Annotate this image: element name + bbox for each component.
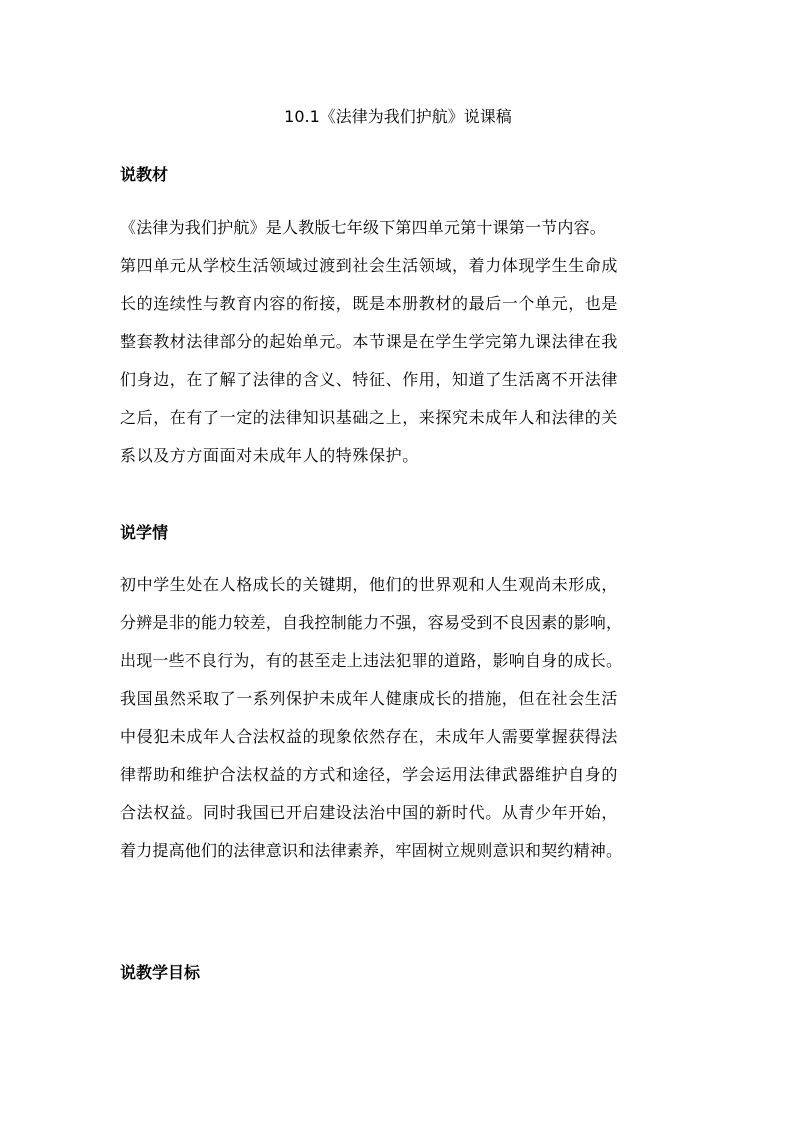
paragraph-line: 初中学生处在人格成长的关键期，他们的世界观和人生观尚未形成，	[120, 575, 619, 594]
section-heading-textbook: 说教材	[120, 165, 169, 184]
paragraph-line: 长的连续性与教育内容的衔接，既是本册教材的最后一个单元，也是	[120, 294, 619, 313]
paragraph-line: 们身边，在了解了法律的含义、特征、作用，知道了生活离不开法律	[120, 370, 619, 389]
section-heading-teaching-goals: 说教学目标	[120, 963, 201, 982]
paragraph-line: 分辨是非的能力较差，自我控制能力不强，容易受到不良因素的影响，	[120, 613, 623, 632]
paragraph-line: 系以及方方面面对未成年人的特殊保护。	[120, 446, 419, 465]
paragraph-line: 整套教材法律部分的起始单元。本节课是在学生学完第九课法律在我	[120, 332, 619, 351]
paragraph-line: 之后，在有了一定的法律知识基础之上，来探究未成年人和法律的关	[120, 408, 619, 427]
paragraph-line: 着力提高他们的法律意识和法律素养，牢固树立规则意识和契约精神。	[120, 841, 623, 860]
paragraph-line: 我国虽然采取了一系列保护未成年人健康成长的措施，但在社会生活	[120, 689, 619, 708]
paragraph-line: 合法权益。同时我国已开启建设法治中国的新时代。从青少年开始，	[120, 803, 619, 822]
paragraph-line: 中侵犯未成年人合法权益的现象依然存在，未成年人需要掌握获得法	[120, 727, 619, 746]
document-title: 10.1《法律为我们护航》说课稿	[284, 107, 512, 126]
paragraph-line: 第四单元从学校生活领域过渡到社会生活领域，着力体现学生生命成	[120, 256, 619, 275]
paragraph-line: 《法律为我们护航》是人教版七年级下第四单元第十课第一节内容。	[120, 218, 607, 237]
section-body-textbook	[120, 209, 690, 475]
paragraph-line: 出现一些不良行为，有的甚至走上违法犯罪的道路，影响自身的成长。	[120, 651, 623, 670]
section-heading-learners: 说学情	[120, 523, 169, 542]
section-body-learners	[120, 566, 690, 870]
paragraph-line: 律帮助和维护合法权益的方式和途径，学会运用法律武器维护自身的	[120, 765, 619, 784]
